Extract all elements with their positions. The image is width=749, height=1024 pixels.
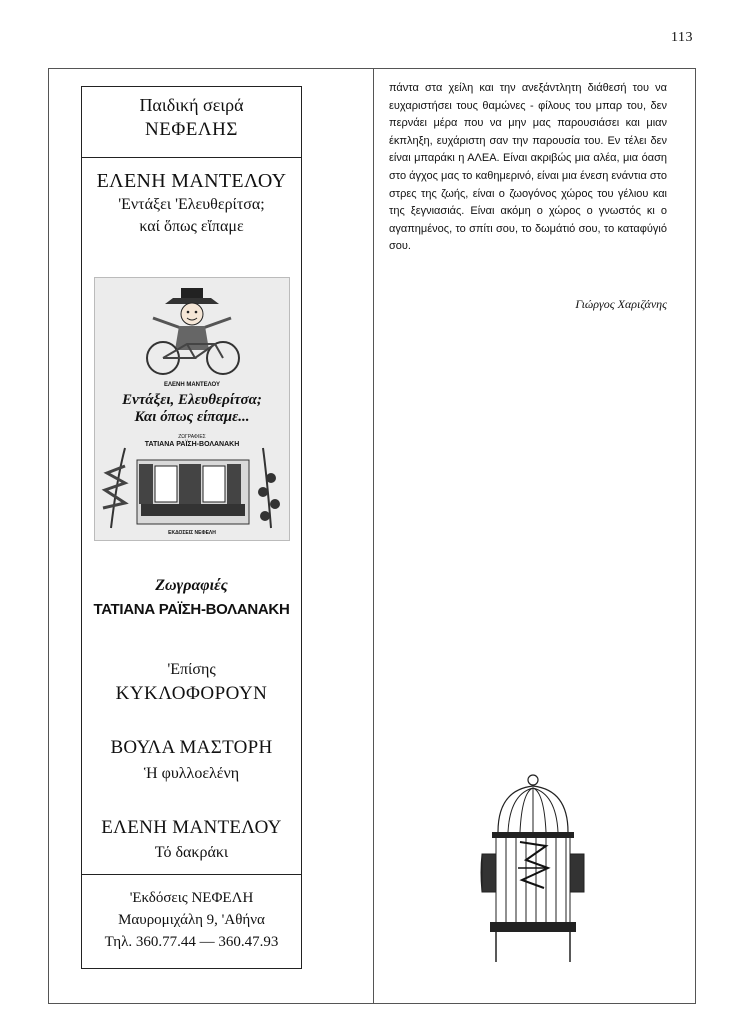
book2-author: ΒΟΥΛΑ ΜΑΣΤΟΡΗ (110, 737, 273, 758)
birdcage-illustration (478, 772, 588, 972)
article-signature: Γιώργος Χαριζάνης (575, 297, 667, 311)
series-name: ΝΕΦΕΛΗΣ (145, 119, 238, 140)
publisher-address: Μαυρομιχάλη 9, 'Αθήνα (118, 912, 265, 928)
column-divider (373, 68, 374, 1004)
book-title-line-2: καί ὅπως εἴπαμε (139, 218, 244, 235)
ad-header (82, 87, 301, 158)
series-label: Παιδική σειρά (139, 95, 244, 115)
also-available-label: ΚΥΚΛΟΦΟΡΟΥΝ (115, 683, 268, 704)
book-advertisement (81, 86, 302, 969)
cover-title (95, 392, 289, 426)
book-author: ΕΛΕΝΗ ΜΑΝΤΕΛΟΥ (96, 170, 287, 192)
publisher-name: 'Εκδόσεις ΝΕΦΕΛΗ (129, 890, 254, 906)
cover-publisher: ΕΚΔΟΣΕΙΣ ΝΕΦΕΛΗ (168, 530, 216, 536)
cover-author: ΕΛΕΝΗ ΜΑΝΤΕΛΟΥ (163, 382, 220, 388)
publisher-info (82, 874, 301, 968)
book-title-line-1: 'Εντάξει 'Ελευθερίτσα; (118, 196, 265, 213)
cover-illustrator: ΤΑΤΙΑΝΑ ΡΑΪΣΗ-ΒΟΛΑΝΑΚΗ (144, 441, 240, 448)
book3-title: Τό δακράκι (154, 844, 229, 861)
cover-illustrations-label: ΖΩΓΡΑΦΙΕΣ (178, 434, 206, 440)
illustrator-name: ΤΑΤΙΑΝΑ ΡΑΪΣΗ-ΒΟΛΑΝΑΚΗ (93, 601, 290, 618)
illustrations-label: Ζωγραφιές (155, 577, 228, 594)
page-number: 113 (671, 30, 693, 45)
publisher-phone: Τηλ. 360.77.44 — 360.47.93 (104, 934, 279, 950)
also-label: 'Επίσης (167, 661, 216, 678)
book-cover-image (94, 277, 290, 541)
article-text: πάντα στα χείλη και την ανεξάντλητη διάθεσή του να ευχαριστήσει τους θαμώνες - φίλους του μπαρ του, δεν περνάει μέρα που να μην μας παρουσιάσει και μιαν έκπληξη, ευχάριστη σαν την παρουσία του. Εν τέλει δεν είναι μπαράκι η ΑΛΕΑ. Είναι ακριβώς μια αλέα, μια όαση στο άγχος μας το καθημερινό, είναι μια ένεση ενάντια στο στρες της ζωής, είναι ο ζωογόνος χώρος του γέλιου και της ξεγνιασιάς. Είναι ακόμη ο χώρος ο γνωστός κι ο αγαπημένος, το σπίτι σου, το δωμάτιό σου, το καταφύγιό σου. (389, 82, 667, 253)
book2-title: Ἡ φυλλοελένη (143, 765, 240, 782)
cover-title-line-1: Εντάξει, Ελευθερίτσα; (122, 392, 262, 408)
cover-title-line-2: Και όπως είπαμε... (134, 409, 250, 425)
book3-author: ΕΛΕΝΗ ΜΑΝΤΕΛΟΥ (101, 817, 282, 838)
